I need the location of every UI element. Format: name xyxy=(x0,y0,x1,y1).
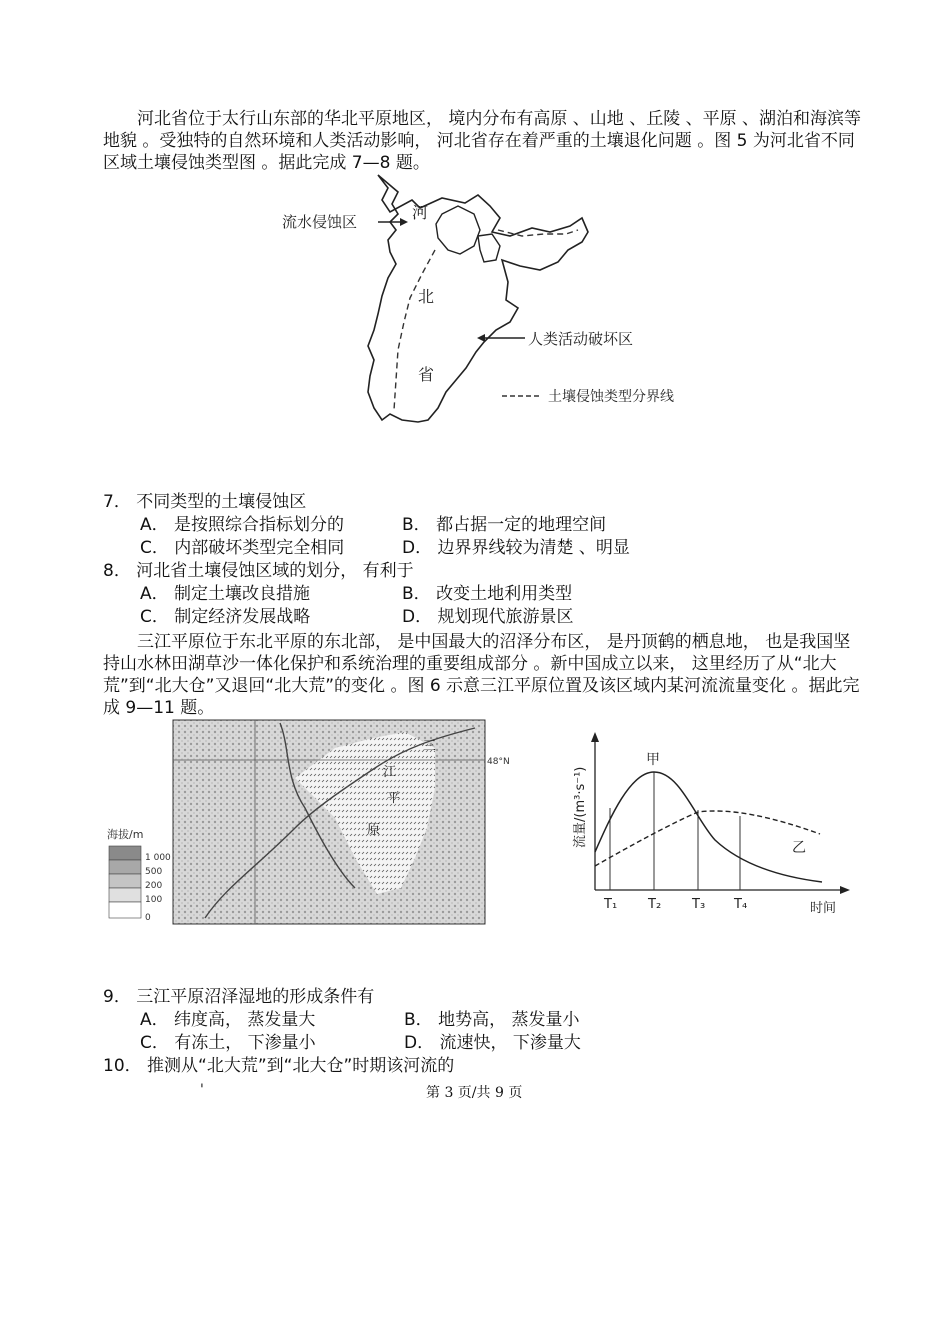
q10-stem: 10． 推测从“北大荒”到“北大仓”时期该河流的 xyxy=(103,1056,455,1076)
sanjiang-plain-map xyxy=(105,718,545,926)
legend-value-200: 200 xyxy=(145,881,163,891)
hebei-outline xyxy=(368,175,588,422)
q9-option-d[interactable]: D． 流速快， 下渗量大 xyxy=(404,1033,581,1053)
q8-option-d[interactable]: D． 规划现代旅游景区 xyxy=(402,607,574,627)
plain-char-1: 三 xyxy=(423,739,437,754)
q8-option-a[interactable]: A． 制定土壤改良措施 xyxy=(140,584,311,604)
x-axis-label: 时间 xyxy=(810,901,837,916)
legend-value-100: 100 xyxy=(145,895,163,905)
intro-paragraph-1: 河北省位于太行山东部的华北平原地区， 境内分布有高原 、山地 、丘陵 、平原 、湖泊和海滨等地貌 。受独特的自然环境和人类活动影响， 河北省存在着严重的土壤退化问题 。图 5 为河北省不同区域土壤侵蚀类型图 。据此完成 7—8 题。 xyxy=(103,109,862,173)
q8-stem: 8． 河北省土壤侵蚀区域的划分， 有利于 xyxy=(103,561,414,581)
q9-option-a[interactable]: A． 纬度高， 蒸发量大 xyxy=(140,1010,316,1030)
plain-char-3: 平 xyxy=(387,791,401,806)
legend-value-0: 0 xyxy=(145,913,151,923)
q7-option-b[interactable]: B． 都占据一定的地理空间 xyxy=(402,515,607,535)
province-char-1: 河 xyxy=(412,203,429,222)
y-axis-label: 流量/(m³·s⁻¹) xyxy=(573,766,588,848)
footer-mark: ' xyxy=(200,1082,204,1098)
q7-option-a[interactable]: A． 是按照综合指标划分的 xyxy=(140,515,345,535)
plain-char-2: 江 xyxy=(383,765,397,780)
q9-option-b[interactable]: B． 地势高， 蒸发量小 xyxy=(404,1010,580,1030)
q7-option-d[interactable]: D． 边界界线较为清楚 、明显 xyxy=(402,538,630,558)
series-jia-line xyxy=(595,772,822,882)
hebei-soil-erosion-map xyxy=(270,170,690,435)
province-char-2: 北 xyxy=(418,287,435,306)
legend-value-500: 500 xyxy=(145,867,163,877)
footer-page-number: 第 3 页/共 9 页 xyxy=(426,1085,523,1101)
label-water-erosion: 流水侵蚀区 xyxy=(282,213,358,231)
erosion-boundary-line-north xyxy=(498,230,578,236)
x-tick-label-2: T₂ xyxy=(648,897,662,912)
erosion-boundary-line xyxy=(394,250,435,410)
label-human-damage: 人类活动破坏区 xyxy=(528,330,634,348)
legend-value-1000: 1 000 xyxy=(145,853,171,863)
series-yi-label: 乙 xyxy=(792,840,806,856)
lat-label: 48°N xyxy=(487,757,510,767)
plain-char-4: 原 xyxy=(367,823,381,838)
q9-option-c[interactable]: C． 有冻土， 下渗量小 xyxy=(140,1033,316,1053)
q8-option-b[interactable]: B． 改变土地利用类型 xyxy=(402,584,573,604)
beijing-outline xyxy=(436,206,480,254)
province-char-3: 省 xyxy=(418,365,435,384)
river-flow-chart xyxy=(570,728,860,924)
intro-paragraph-2: 三江平原位于东北平原的东北部， 是中国最大的沼泽分布区， 是丹顶鹤的栖息地， 也是我国坚持山水林田湖草沙一体化保护和系统治理的重要组成部分 。新中国成立以来， 这里经历了从“北大荒”到“北大仓”又退回“北大荒”的变化 。图 6 示意三江平原位置及该区域内某河流流量变化 。据此完成 9—11 题。 xyxy=(103,632,860,718)
series-yi-line xyxy=(595,811,820,866)
legend-boundary-text: 土壤侵蚀类型分界线 xyxy=(548,389,674,405)
x-tick-label-3: T₃ xyxy=(692,897,706,912)
q9-stem: 9． 三江平原沼泽湿地的形成条件有 xyxy=(103,987,375,1007)
x-tick-label-1: T₁ xyxy=(604,897,618,912)
q7-option-c[interactable]: C． 内部破坏类型完全相同 xyxy=(140,538,345,558)
legend-title: 海拔/m xyxy=(107,828,144,841)
q8-option-c[interactable]: C． 制定经济发展战略 xyxy=(140,607,311,627)
x-tick-label-4: T₄ xyxy=(734,897,748,912)
series-jia-label: 甲 xyxy=(646,752,660,768)
q7-stem: 7． 不同类型的土壤侵蚀区 xyxy=(103,492,307,512)
tianjin-outline xyxy=(478,234,500,262)
